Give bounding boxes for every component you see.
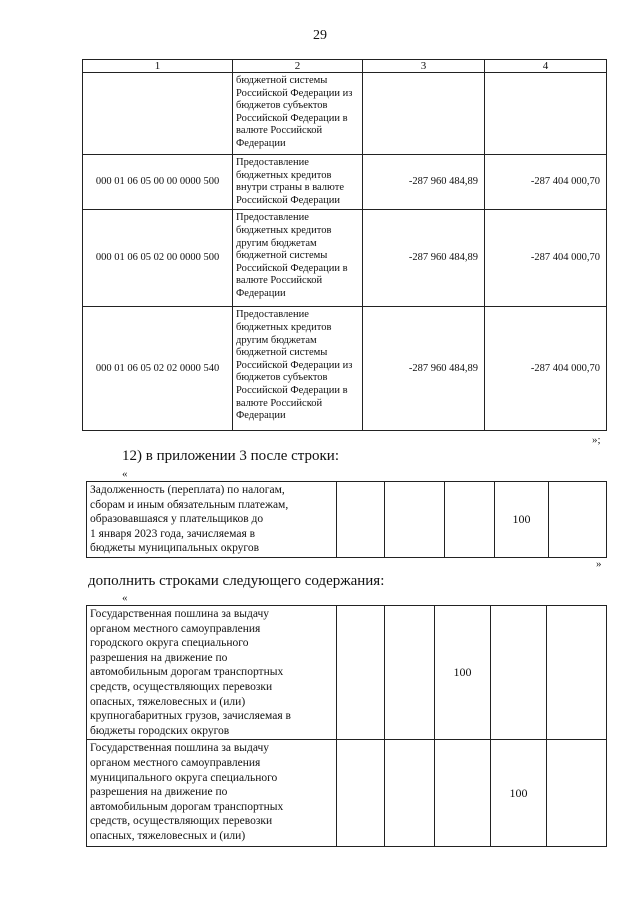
- row-code: 000 01 06 05 02 00 0000 500: [83, 210, 233, 307]
- table-row: [83, 73, 607, 155]
- row-value: 100: [491, 740, 547, 847]
- row-code: 000 01 06 05 02 02 0000 540: [83, 307, 233, 431]
- column-header: 2: [233, 60, 363, 73]
- column-header: 4: [485, 60, 607, 73]
- empty-cell: [547, 740, 607, 847]
- row-value-col3: -287 960 484,89: [363, 307, 485, 431]
- table-row: [83, 155, 607, 210]
- table-row: [87, 606, 607, 740]
- row-value-col4: [485, 73, 607, 155]
- closing-quote: »: [596, 558, 602, 570]
- closing-quote: »;: [592, 434, 601, 446]
- row-value-col4: -287 404 000,70: [485, 307, 607, 431]
- empty-cell: [337, 740, 385, 847]
- row-description: бюджетной системы Российской Федерации из бюджетов субъектов Российской Федерации в валюте Российской Федерации: [233, 73, 363, 155]
- empty-cell: [385, 482, 445, 558]
- table-row: [87, 740, 607, 847]
- column-header: 3: [363, 60, 485, 73]
- row-description: Предоставление бюджетных кредитов другим бюджетам бюджетной системы Российской Федерации в валюте Российской Федерации: [233, 210, 363, 307]
- table-header-row: [83, 60, 607, 73]
- row-value: 100: [435, 606, 491, 740]
- page-number: 29: [313, 28, 327, 43]
- row-description: Предоставление бюджетных кредитов другим бюджетам бюджетной системы Российской Федерации из бюджетов субъектов Российской Федерации в валюте Российской Федерации: [233, 307, 363, 431]
- row-description: Задолженность (переплата) по налогам, сборам и иным обязательным платежам, образовавшаяся у плательщиков до 1 января 2023 года, зачисляемая в бюджеты муниципальных округов: [87, 482, 337, 558]
- opening-quote: «: [122, 468, 128, 480]
- empty-cell: [445, 482, 495, 558]
- row-value-col4: -287 404 000,70: [485, 155, 607, 210]
- item-12-text: 12) в приложении 3 после строки:: [122, 448, 339, 464]
- row-value: 100: [495, 482, 549, 558]
- row-value-col4: -287 404 000,70: [485, 210, 607, 307]
- empty-cell: [337, 606, 385, 740]
- empty-cell: [337, 482, 385, 558]
- empty-cell: [385, 740, 435, 847]
- table-row: [83, 210, 607, 307]
- empty-cell: [491, 606, 547, 740]
- column-header: 1: [83, 60, 233, 73]
- row-description: Предоставление бюджетных кредитов внутри страны в валюте Российской Федерации: [233, 155, 363, 210]
- table-row: [83, 307, 607, 431]
- row-value-col3: -287 960 484,89: [363, 210, 485, 307]
- appendix-new-rows-table: [86, 605, 607, 847]
- row-code: [83, 73, 233, 155]
- opening-quote: «: [122, 592, 128, 604]
- row-description: Государственная пошлина за выдачу органом местного самоуправления городского округа специального разрешения на движение по автомобильным дорогам транспортных средств, осуществляющих перевозки опасных, тяжеловесных и (или) крупногабаритных грузов, зачисляемая в бюджеты городских округов: [87, 606, 337, 740]
- financing-table: [82, 59, 607, 431]
- appendix-existing-row-table: [86, 481, 607, 558]
- empty-cell: [435, 740, 491, 847]
- supplement-text: дополнить строками следующего содержания:: [88, 573, 385, 589]
- empty-cell: [385, 606, 435, 740]
- row-description: Государственная пошлина за выдачу органом местного самоуправления муниципального округа специального разрешения на движение по автомобильным дорогам транспортных средств, осуществляющих перевозки опасных, тяжеловесных и (или): [87, 740, 337, 847]
- row-value-col3: -287 960 484,89: [363, 155, 485, 210]
- empty-cell: [549, 482, 607, 558]
- empty-cell: [547, 606, 607, 740]
- row-code: 000 01 06 05 00 00 0000 500: [83, 155, 233, 210]
- row-value-col3: [363, 73, 485, 155]
- table-row: [87, 482, 607, 558]
